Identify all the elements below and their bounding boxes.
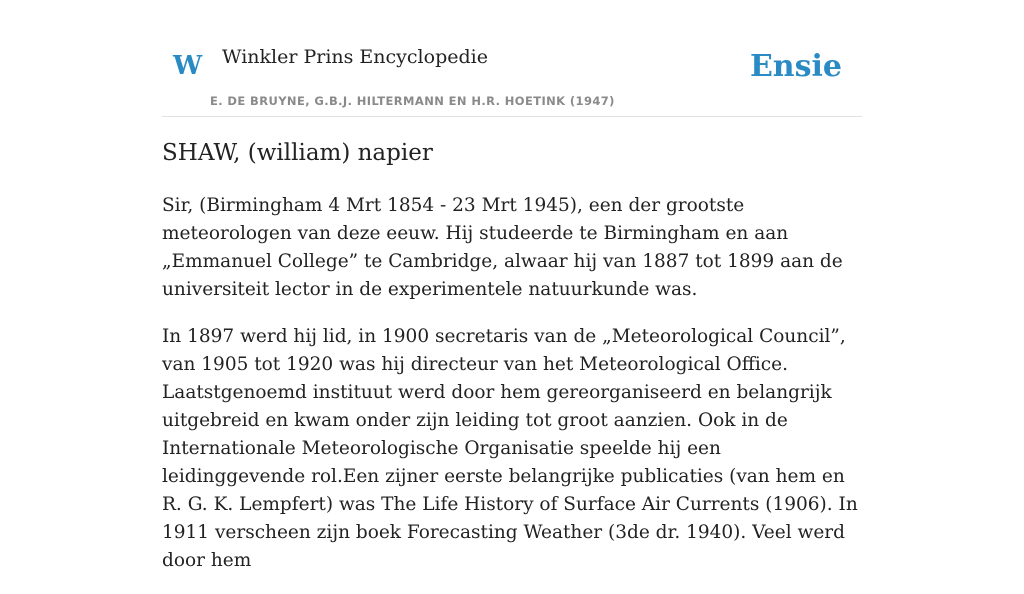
page bbox=[162, 0, 862, 571]
body-paragraph: In 1897 werd hij lid, in 1900 secretaris van de „Meteorological Council”, van 1905 tot 1920 was hij directeur van het Meteorological Office. Laatstgenoemd instituut werd door hem gereorganiseerd en belangrijk uitgebreid en kwam onder zijn leiding tot groot aanzien. Ook in de Internationale Meteorologische Organisatie speelde hij een leidinggevende rol.Een zijner eerste belangrijke publicaties (van hem en R. G. K. Lempfert) was The Life History of Surface Air Currents (1906). In 1911 verscheen zijn boek Forecasting Weather (3de dr. 1940). Veel werd door hem bbox=[162, 326, 858, 571]
entry-body bbox=[162, 192, 862, 594]
book-title[interactable]: Winkler Prins Encyclopedie bbox=[222, 46, 488, 68]
ensie-logo[interactable]: Ensie bbox=[749, 49, 842, 84]
book-authors: E. DE BRUYNE, G.B.J. HILTERMANN EN H.R. HOETINK (1947) bbox=[210, 94, 615, 108]
body-paragraph: Sir, (Birmingham 4 Mrt 1854 - 23 Mrt 1945), een der grootste meteorologen van deze eeuw. Hij studeerde te Birmingham en aan „Emmanuel College” te Cambridge, alwaar hij van 1887 tot 1899 aan de universiteit lector in de experimentele natuurkunde was. bbox=[162, 195, 843, 300]
entry-title: SHAW, (william) napier bbox=[162, 140, 433, 166]
header bbox=[162, 0, 862, 117]
winkler-prins-logo-icon[interactable]: W bbox=[173, 51, 203, 81]
